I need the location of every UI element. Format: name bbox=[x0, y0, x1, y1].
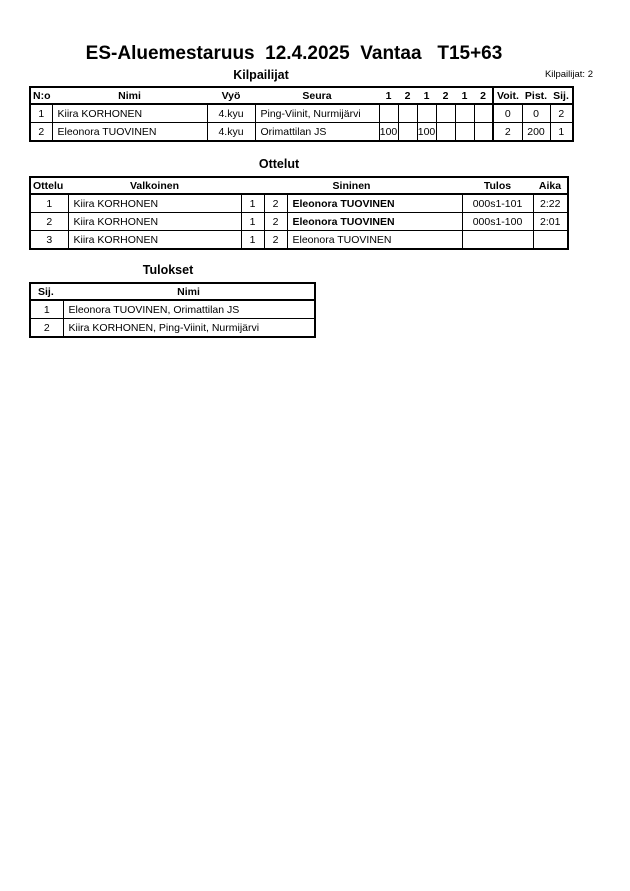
col-header-score2: 2 bbox=[398, 87, 417, 104]
cell-blue-name: Eleonora TUOVINEN bbox=[287, 213, 462, 231]
col-header-no: N:o bbox=[30, 87, 52, 104]
cell-place: 1 bbox=[30, 300, 63, 319]
col-header-score3: 1 bbox=[417, 87, 436, 104]
cell-time bbox=[533, 231, 568, 250]
match-row bbox=[30, 194, 568, 213]
col-header-white: Valkoinen bbox=[68, 177, 241, 194]
cell-white-name: Kiira KORHONEN bbox=[68, 231, 241, 250]
cell-white-num: 1 bbox=[241, 231, 264, 250]
cell-score1: 100 bbox=[379, 123, 398, 142]
cell-match-no: 1 bbox=[30, 194, 68, 213]
cell-blue-name: Eleonora TUOVINEN bbox=[287, 194, 462, 213]
results-heading: Tulokset bbox=[142, 263, 194, 277]
competitors-heading: Kilpailijat bbox=[233, 68, 289, 82]
result-row bbox=[30, 319, 315, 338]
cell-score4 bbox=[436, 123, 455, 142]
cell-score4 bbox=[436, 104, 455, 123]
cell-belt: 4.kyu bbox=[207, 104, 255, 123]
col-header-wins: Voit. bbox=[493, 87, 522, 104]
matches-header-row bbox=[30, 177, 568, 194]
col-header-name: Nimi bbox=[63, 283, 315, 300]
cell-name: Kiira KORHONEN bbox=[52, 104, 207, 123]
cell-points: 200 bbox=[522, 123, 550, 142]
results-table bbox=[29, 282, 316, 338]
cell-score2 bbox=[398, 104, 417, 123]
cell-no: 1 bbox=[30, 104, 52, 123]
col-header-points: Pist. bbox=[522, 87, 550, 104]
cell-match-no: 2 bbox=[30, 213, 68, 231]
cell-time: 2:22 bbox=[533, 194, 568, 213]
cell-result bbox=[462, 231, 533, 250]
col-header-belt: Vyö bbox=[207, 87, 255, 104]
cell-white-name: Kiira KORHONEN bbox=[68, 194, 241, 213]
cell-score5 bbox=[455, 104, 474, 123]
cell-name: Eleonora TUOVINEN bbox=[52, 123, 207, 142]
cell-blue-num: 2 bbox=[264, 213, 287, 231]
cell-blue-name: Eleonora TUOVINEN bbox=[287, 231, 462, 250]
cell-white-num: 1 bbox=[241, 194, 264, 213]
col-header-score1: 1 bbox=[379, 87, 398, 104]
col-header-name: Nimi bbox=[52, 87, 207, 104]
cell-result: 000s1-100 bbox=[462, 213, 533, 231]
col-header-club: Seura bbox=[255, 87, 379, 104]
match-row bbox=[30, 231, 568, 250]
competitor-row bbox=[30, 123, 573, 142]
cell-white-name: Kiira KORHONEN bbox=[68, 213, 241, 231]
cell-match-no: 3 bbox=[30, 231, 68, 250]
cell-name: Eleonora TUOVINEN, Orimattilan JS bbox=[63, 300, 315, 319]
page-title: ES-Aluemestaruus 12.4.2025 Vantaa T15+63 bbox=[85, 43, 503, 64]
cell-score1 bbox=[379, 104, 398, 123]
cell-wins: 2 bbox=[493, 123, 522, 142]
col-header-blue: Sininen bbox=[241, 177, 462, 194]
cell-no: 2 bbox=[30, 123, 52, 142]
cell-score2 bbox=[398, 123, 417, 142]
results-header-row bbox=[30, 283, 315, 300]
cell-score6 bbox=[474, 123, 493, 142]
cell-place: 2 bbox=[550, 104, 573, 123]
col-header-score6: 2 bbox=[474, 87, 493, 104]
competitor-row bbox=[30, 104, 573, 123]
competitors-header-row bbox=[30, 87, 573, 104]
cell-name: Kiira KORHONEN, Ping-Viinit, Nurmijärvi bbox=[63, 319, 315, 338]
cell-place: 2 bbox=[30, 319, 63, 338]
cell-place: 1 bbox=[550, 123, 573, 142]
cell-score3: 100 bbox=[417, 123, 436, 142]
cell-score6 bbox=[474, 104, 493, 123]
cell-time: 2:01 bbox=[533, 213, 568, 231]
competitors-table bbox=[29, 86, 574, 142]
cell-blue-num: 2 bbox=[264, 231, 287, 250]
result-row bbox=[30, 300, 315, 319]
col-header-result: Tulos bbox=[462, 177, 533, 194]
col-header-score5: 1 bbox=[455, 87, 474, 104]
col-header-time: Aika bbox=[533, 177, 568, 194]
col-header-place: Sij. bbox=[550, 87, 573, 104]
cell-wins: 0 bbox=[493, 104, 522, 123]
cell-score3 bbox=[417, 104, 436, 123]
cell-white-num: 1 bbox=[241, 213, 264, 231]
cell-blue-num: 2 bbox=[264, 194, 287, 213]
cell-club: Ping-Viinit, Nurmijärvi bbox=[255, 104, 379, 123]
match-row bbox=[30, 213, 568, 231]
cell-result: 000s1-101 bbox=[462, 194, 533, 213]
competitors-count: Kilpailijat: 2 bbox=[544, 69, 593, 80]
cell-points: 0 bbox=[522, 104, 550, 123]
col-header-score4: 2 bbox=[436, 87, 455, 104]
cell-club: Orimattilan JS bbox=[255, 123, 379, 142]
matches-table bbox=[29, 176, 569, 250]
col-header-place: Sij. bbox=[30, 283, 63, 300]
cell-belt: 4.kyu bbox=[207, 123, 255, 142]
col-header-match: Ottelu bbox=[30, 177, 68, 194]
matches-heading: Ottelut bbox=[258, 157, 300, 171]
cell-score5 bbox=[455, 123, 474, 142]
